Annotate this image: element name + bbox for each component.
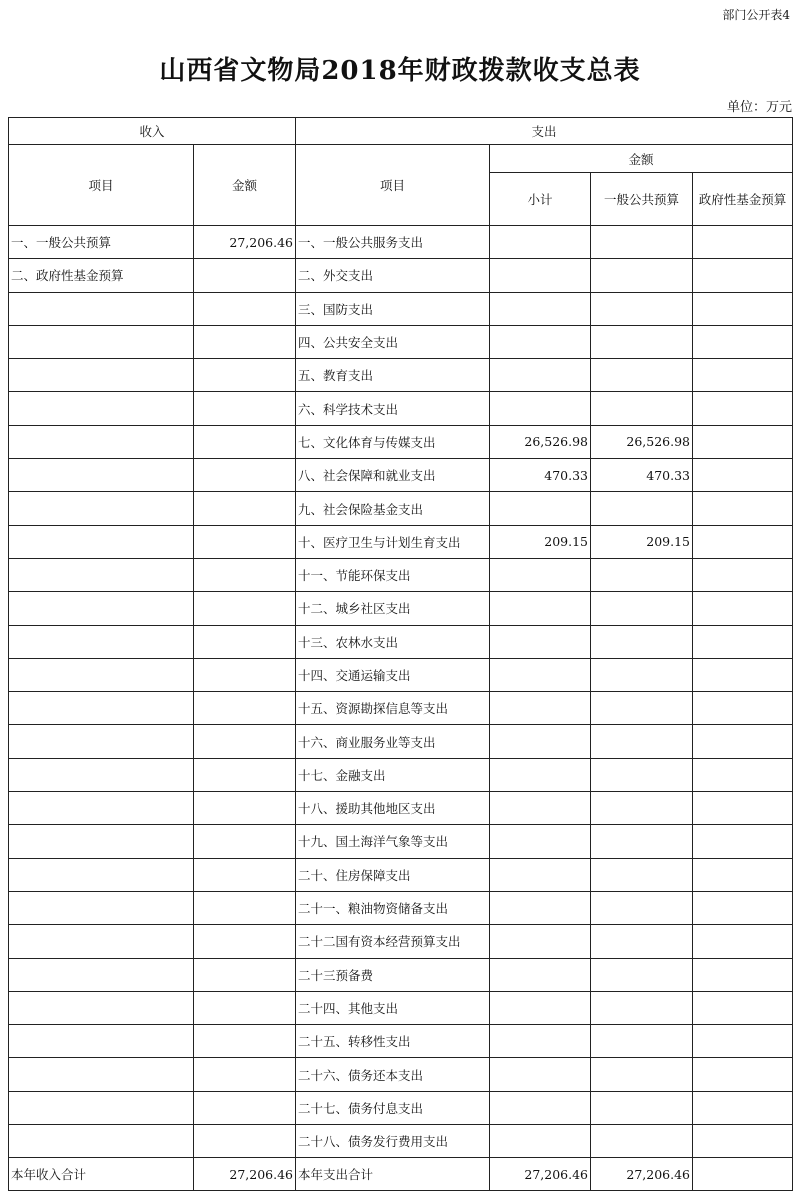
expense-item-cell: 三、国防支出 — [296, 292, 490, 325]
table-row — [9, 292, 793, 325]
header-row-1 — [9, 118, 793, 145]
fund-budget-cell — [693, 1125, 793, 1158]
fund-budget-cell — [693, 1058, 793, 1091]
expense-item-cell: 十、医疗卫生与计划生育支出 — [296, 525, 490, 558]
income-amount-cell — [194, 292, 296, 325]
fund-budget-cell — [693, 925, 793, 958]
table-row — [9, 758, 793, 791]
expense-item-cell: 一、一般公共服务支出 — [296, 226, 490, 259]
income-amount-cell — [194, 692, 296, 725]
income-amount-cell — [194, 792, 296, 825]
income-item-cell — [9, 1025, 194, 1058]
income-item-cell — [9, 592, 194, 625]
general-budget-cell — [591, 725, 693, 758]
income-item-cell — [9, 392, 194, 425]
table-row — [9, 825, 793, 858]
expense-item-cell: 二十六、债务还本支出 — [296, 1058, 490, 1091]
table-row — [9, 425, 793, 458]
fund-budget-cell — [693, 525, 793, 558]
income-item-cell — [9, 625, 194, 658]
subtotal-cell — [490, 991, 591, 1024]
general-budget-cell — [591, 492, 693, 525]
page-title: 山西省文物局2018年财政拨款收支总表 — [159, 56, 641, 86]
fund-budget-cell — [693, 292, 793, 325]
table-row — [9, 359, 793, 392]
subtotal-cell — [490, 658, 591, 691]
income-total-amount: 27,206.46 — [194, 1158, 296, 1191]
general-budget-header: 一般公共预算 — [591, 173, 693, 226]
expense-item-cell: 八、社会保障和就业支出 — [296, 459, 490, 492]
fund-budget-cell — [693, 758, 793, 791]
table-row — [9, 625, 793, 658]
income-amount-cell — [194, 425, 296, 458]
expense-item-cell: 十四、交通运输支出 — [296, 658, 490, 691]
fund-budget-cell — [693, 425, 793, 458]
subtotal-cell — [490, 925, 591, 958]
income-item-cell — [9, 292, 194, 325]
table-row — [9, 1058, 793, 1091]
income-amount-header: 金额 — [194, 145, 296, 226]
expense-item-cell: 五、教育支出 — [296, 359, 490, 392]
table-row — [9, 1025, 793, 1058]
income-header: 收入 — [9, 118, 296, 145]
subtotal-cell — [490, 825, 591, 858]
income-amount-cell — [194, 725, 296, 758]
subtotal-cell — [490, 558, 591, 591]
income-amount-cell — [194, 392, 296, 425]
income-item-cell — [9, 825, 194, 858]
subtotal-cell: 470.33 — [490, 459, 591, 492]
document-number: 部门公开表4 — [722, 8, 790, 22]
table-row — [9, 1125, 793, 1158]
table-row — [9, 891, 793, 924]
income-amount-cell — [194, 525, 296, 558]
table-row — [9, 858, 793, 891]
table-row — [9, 725, 793, 758]
subtotal-cell: 26,526.98 — [490, 425, 591, 458]
general-budget-cell: 209.15 — [591, 525, 693, 558]
expense-item-cell: 二十七、债务付息支出 — [296, 1091, 490, 1124]
subtotal-cell — [490, 259, 591, 292]
general-budget-cell — [591, 858, 693, 891]
income-item-cell — [9, 858, 194, 891]
income-item-cell — [9, 692, 194, 725]
income-amount-cell — [194, 359, 296, 392]
income-amount-cell — [194, 825, 296, 858]
fund-budget-cell — [693, 991, 793, 1024]
expense-total-fund — [693, 1158, 793, 1191]
expense-item-cell: 十五、资源勘探信息等支出 — [296, 692, 490, 725]
income-item-cell: 一、一般公共预算 — [9, 226, 194, 259]
income-amount-cell — [194, 558, 296, 591]
income-item-cell — [9, 359, 194, 392]
subtotal-cell — [490, 392, 591, 425]
table-row — [9, 1091, 793, 1124]
subtotal-cell — [490, 1125, 591, 1158]
expense-item-header: 项目 — [296, 145, 490, 226]
income-amount-cell — [194, 1125, 296, 1158]
expense-item-cell: 七、文化体育与传媒支出 — [296, 425, 490, 458]
expense-item-cell: 二十、住房保障支出 — [296, 858, 490, 891]
fund-budget-cell — [693, 958, 793, 991]
general-budget-cell — [591, 1058, 693, 1091]
expense-item-cell: 十三、农林水支出 — [296, 625, 490, 658]
expense-item-cell: 二十八、债务发行费用支出 — [296, 1125, 490, 1158]
general-budget-cell — [591, 1125, 693, 1158]
fund-budget-cell — [693, 891, 793, 924]
subtotal-cell — [490, 758, 591, 791]
general-budget-cell — [591, 658, 693, 691]
expense-item-cell: 十九、国土海洋气象等支出 — [296, 825, 490, 858]
budget-table — [8, 117, 793, 1191]
subtotal-cell: 209.15 — [490, 525, 591, 558]
table-row — [9, 991, 793, 1024]
income-amount-cell — [194, 891, 296, 924]
expense-item-cell: 十一、节能环保支出 — [296, 558, 490, 591]
fund-budget-cell — [693, 725, 793, 758]
expense-item-cell: 十六、商业服务业等支出 — [296, 725, 490, 758]
general-budget-cell — [591, 625, 693, 658]
fund-budget-cell — [693, 325, 793, 358]
table-row — [9, 925, 793, 958]
income-amount-cell — [194, 592, 296, 625]
subtotal-cell — [490, 725, 591, 758]
expense-item-cell: 二十一、粮油物资储备支出 — [296, 891, 490, 924]
general-budget-cell — [591, 259, 693, 292]
general-budget-cell — [591, 226, 693, 259]
fund-budget-cell — [693, 459, 793, 492]
fund-budget-cell — [693, 858, 793, 891]
income-item-cell — [9, 425, 194, 458]
income-item-cell — [9, 991, 194, 1024]
table-row — [9, 525, 793, 558]
expense-total-label: 本年支出合计 — [296, 1158, 490, 1191]
income-item-cell — [9, 958, 194, 991]
subtotal-cell — [490, 592, 591, 625]
subtotal-cell — [490, 1058, 591, 1091]
income-total-label: 本年收入合计 — [9, 1158, 194, 1191]
income-amount-cell: 27,206.46 — [194, 226, 296, 259]
total-row — [9, 1158, 793, 1191]
general-budget-cell: 470.33 — [591, 459, 693, 492]
expense-item-cell: 二十五、转移性支出 — [296, 1025, 490, 1058]
income-item-cell — [9, 1125, 194, 1158]
expense-amount-header: 金额 — [490, 145, 793, 173]
income-item-cell — [9, 325, 194, 358]
unit-label: 单位：万元 — [726, 100, 792, 115]
general-budget-cell — [591, 292, 693, 325]
fund-budget-cell — [693, 658, 793, 691]
general-budget-cell — [591, 792, 693, 825]
income-amount-cell — [194, 459, 296, 492]
table-row — [9, 226, 793, 259]
income-amount-cell — [194, 925, 296, 958]
expense-item-cell: 十七、金融支出 — [296, 758, 490, 791]
income-item-cell — [9, 1091, 194, 1124]
income-item-cell — [9, 925, 194, 958]
table-row — [9, 558, 793, 591]
expense-item-cell: 二十三预备费 — [296, 958, 490, 991]
fund-budget-cell — [693, 1091, 793, 1124]
general-budget-cell — [591, 325, 693, 358]
expense-header: 支出 — [296, 118, 793, 145]
general-budget-cell — [591, 991, 693, 1024]
subtotal-cell — [490, 359, 591, 392]
subtotal-cell — [490, 858, 591, 891]
fund-budget-cell — [693, 359, 793, 392]
subtotal-cell — [490, 1091, 591, 1124]
income-amount-cell — [194, 625, 296, 658]
expense-item-cell: 十二、城乡社区支出 — [296, 592, 490, 625]
table-row — [9, 459, 793, 492]
general-budget-cell — [591, 958, 693, 991]
fund-budget-cell — [693, 625, 793, 658]
income-amount-cell — [194, 658, 296, 691]
income-item-cell — [9, 459, 194, 492]
general-budget-cell — [591, 558, 693, 591]
general-budget-cell: 26,526.98 — [591, 425, 693, 458]
expense-item-cell: 二十二国有资本经营预算支出 — [296, 925, 490, 958]
subtotal-cell — [490, 692, 591, 725]
expense-item-cell: 十八、援助其他地区支出 — [296, 792, 490, 825]
fund-budget-cell — [693, 226, 793, 259]
income-item-cell: 二、政府性基金预算 — [9, 259, 194, 292]
income-item-cell — [9, 558, 194, 591]
subtotal-cell — [490, 1025, 591, 1058]
income-item-cell — [9, 1058, 194, 1091]
table-row — [9, 259, 793, 292]
income-amount-cell — [194, 958, 296, 991]
fund-budget-cell — [693, 259, 793, 292]
table-row — [9, 492, 793, 525]
table-row — [9, 392, 793, 425]
income-item-cell — [9, 658, 194, 691]
general-budget-cell — [591, 692, 693, 725]
income-amount-cell — [194, 325, 296, 358]
fund-budget-cell — [693, 1025, 793, 1058]
income-item-cell — [9, 525, 194, 558]
subtotal-cell — [490, 958, 591, 991]
fund-budget-cell — [693, 692, 793, 725]
fund-budget-cell — [693, 592, 793, 625]
table-row — [9, 658, 793, 691]
income-item-cell — [9, 492, 194, 525]
subtotal-cell — [490, 325, 591, 358]
table-row — [9, 325, 793, 358]
table-row — [9, 958, 793, 991]
income-amount-cell — [194, 991, 296, 1024]
expense-item-cell: 四、公共安全支出 — [296, 325, 490, 358]
subtotal-header: 小计 — [490, 173, 591, 226]
income-amount-cell — [194, 259, 296, 292]
income-amount-cell — [194, 1091, 296, 1124]
subtotal-cell — [490, 792, 591, 825]
income-item-cell — [9, 758, 194, 791]
fund-budget-cell — [693, 792, 793, 825]
income-amount-cell — [194, 858, 296, 891]
expense-total-general: 27,206.46 — [591, 1158, 693, 1191]
income-item-cell — [9, 792, 194, 825]
expense-total-subtotal: 27,206.46 — [490, 1158, 591, 1191]
general-budget-cell — [591, 1025, 693, 1058]
general-budget-cell — [591, 758, 693, 791]
table-row — [9, 592, 793, 625]
general-budget-cell — [591, 592, 693, 625]
header-row-2 — [9, 145, 793, 173]
subtotal-cell — [490, 625, 591, 658]
subtotal-cell — [490, 226, 591, 259]
income-item-header: 项目 — [9, 145, 194, 226]
income-amount-cell — [194, 758, 296, 791]
table-row — [9, 792, 793, 825]
income-amount-cell — [194, 492, 296, 525]
subtotal-cell — [490, 492, 591, 525]
income-item-cell — [9, 891, 194, 924]
expense-item-cell: 二、外交支出 — [296, 259, 490, 292]
table-row — [9, 692, 793, 725]
fund-budget-header: 政府性基金预算 — [693, 173, 793, 226]
general-budget-cell — [591, 825, 693, 858]
expense-item-cell: 九、社会保险基金支出 — [296, 492, 490, 525]
subtotal-cell — [490, 891, 591, 924]
general-budget-cell — [591, 925, 693, 958]
subtotal-cell — [490, 292, 591, 325]
income-item-cell — [9, 725, 194, 758]
general-budget-cell — [591, 891, 693, 924]
fund-budget-cell — [693, 558, 793, 591]
general-budget-cell — [591, 392, 693, 425]
fund-budget-cell — [693, 392, 793, 425]
fund-budget-cell — [693, 492, 793, 525]
income-amount-cell — [194, 1025, 296, 1058]
fund-budget-cell — [693, 825, 793, 858]
expense-item-cell: 二十四、其他支出 — [296, 991, 490, 1024]
income-amount-cell — [194, 1058, 296, 1091]
expense-item-cell: 六、科学技术支出 — [296, 392, 490, 425]
general-budget-cell — [591, 359, 693, 392]
general-budget-cell — [591, 1091, 693, 1124]
